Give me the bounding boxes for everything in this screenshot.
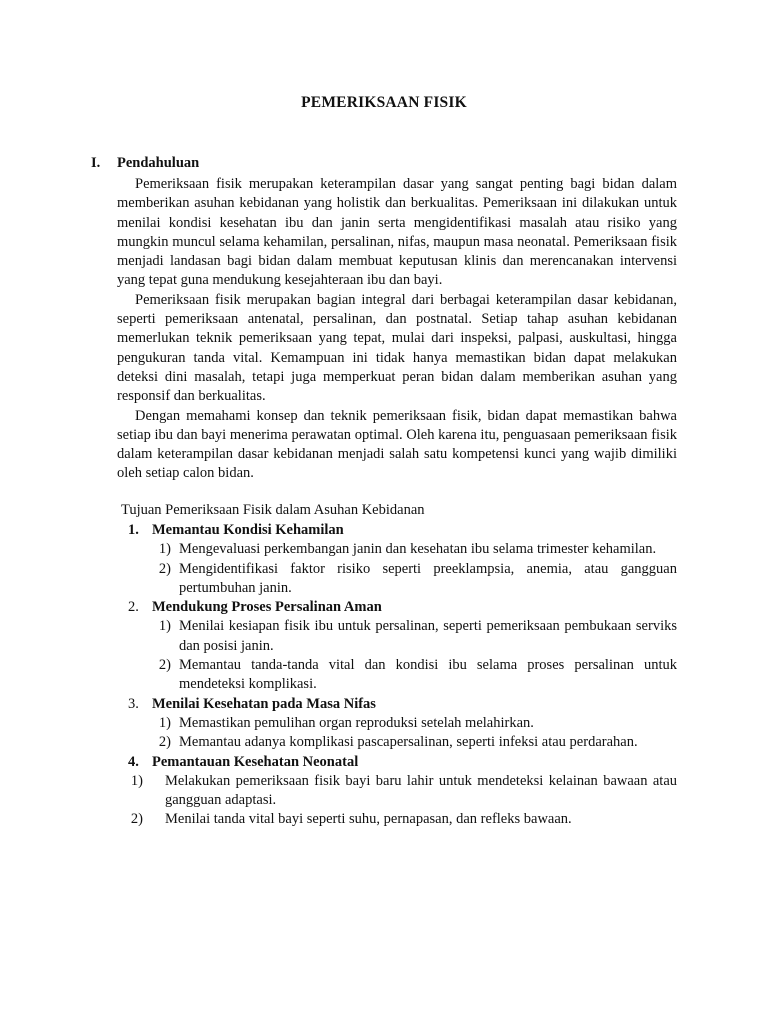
subitem-text: Menilai tanda vital bayi seperti suhu, pernapasan, dan refleks bawaan. <box>165 811 572 828</box>
subitem-text: Menilai kesiapan fisik ibu untuk persalinan, seperti pemeriksaan pembukaan serviks dan posisi janin. <box>179 618 677 654</box>
subitem-text: Melakukan pemeriksaan fisik bayi baru lahir untuk mendeteksi kelainan bawaan atau gangguan adaptasi. <box>165 772 677 809</box>
aim-number-wrap <box>117 753 152 772</box>
aims-heading: Tujuan Pemeriksaan Fisik dalam Asuhan Kebidanan <box>121 502 425 518</box>
subitem-text: Memastikan pemulihan organ reproduksi setelah melahirkan. <box>179 714 534 731</box>
aim-number: 4. <box>128 753 139 770</box>
section-heading: Pendahuluan <box>117 155 200 171</box>
intro-paragraph: Pemeriksaan fisik merupakan keterampilan dasar yang sangat penting bagi bidan dalam memberikan asuhan kebidanan yang holistik dan berkualitas. Pemeriksaan ini dilakukan untuk menilai kondisi kesehatan ibu dan janin serta mengidentifikasi masalah atau risiko yang mungkin muncul selama kehamilan, persalinan, nifas, maupun masa neonatal. Pemeriksaan fisik menjadi landasan bagi bidan dalam membuat keputusan klinis dan merencanakan intervensi yang tepat guna mendukung kesejahteraan ibu dan bayi. <box>117 176 677 289</box>
intro-paragraph: Dengan memahami konsep dan teknik pemeriksaan fisik, bidan dapat memastikan bahwa setiap ibu dan bayi menerima perawatan optimal. Oleh karena itu, penguasaan pemeriksaan fisik dalam keterampilan dasar kebidanan menjadi salah satu kompetensi kunci yang wajib dimiliki oleh setiap calon bidan. <box>117 407 677 482</box>
intro-paragraph: Pemeriksaan fisik merupakan bagian integral dari berbagai keterampilan dasar kebidanan, seperti pemeriksaan antenatal, persalinan, dan postnatal. Setiap tahap asuhan kebidanan memerlukan teknik pemeriksaan yang tepat, mulai dari inspeksi, palpasi, auskultasi, hingga pengukuran tanda vital. Kemampuan ini tidak hanya memastikan bidan dapat melakukan deteksi dini masalah, tetapi juga memperkuat peran bidan dalam memberikan asuhan yang responsif dan berkualitas. <box>117 291 677 405</box>
section-number: I. <box>91 155 101 171</box>
aim-subitem <box>117 617 677 656</box>
aim-subitem <box>117 714 677 733</box>
aim-number: 1. <box>128 522 139 538</box>
aim-item <box>117 598 677 694</box>
aim-item <box>117 695 677 753</box>
aim-number-wrap <box>117 695 152 714</box>
subitem-number: 2) <box>130 811 143 828</box>
aim-title: Memantau Kondisi Kehamilan <box>152 522 344 538</box>
aim-subitem <box>117 733 677 752</box>
aim-number-wrap <box>117 521 152 540</box>
aim-title: Menilai Kesehatan pada Masa Nifas <box>152 695 376 712</box>
aim-subitem <box>117 772 677 811</box>
subitem-number: 1) <box>158 541 171 558</box>
aim-number-wrap <box>117 598 152 617</box>
subitem-number: 1) <box>130 772 143 789</box>
subitem-number: 1) <box>158 714 171 731</box>
aim-title: Pemantauan Kesehatan Neonatal <box>152 753 359 770</box>
aims-list <box>117 521 677 830</box>
aim-subitem <box>117 560 677 599</box>
subitem-text: Mengevaluasi perkembangan janin dan kesehatan ibu selama trimester kehamilan. <box>179 541 657 558</box>
aim-item <box>117 521 677 598</box>
document-title: PEMERIKSAAN FISIK <box>301 94 467 111</box>
subitem-number: 2) <box>158 560 171 577</box>
introduction-body <box>117 175 677 484</box>
aim-title: Mendukung Proses Persalinan Aman <box>152 599 382 616</box>
aim-subitem <box>117 656 677 695</box>
aim-item <box>117 753 677 830</box>
aim-number: 3. <box>128 695 139 712</box>
subitem-text: Memantau adanya komplikasi pascapersalinan, seperti infeksi atau perdarahan. <box>179 734 638 751</box>
subitem-number: 2) <box>158 734 171 751</box>
subitem-text: Memantau tanda-tanda vital dan kondisi ibu selama proses persalinan untuk mendeteksi komplikasi. <box>179 657 677 693</box>
aim-subitem <box>117 540 677 559</box>
aim-number: 2. <box>128 599 139 616</box>
subitem-number: 1) <box>158 618 171 635</box>
subitem-number: 2) <box>158 657 171 674</box>
subitem-text: Mengidentifikasi faktor risiko seperti preeklampsia, anemia, atau gangguan pertumbuhan janin. <box>179 560 677 596</box>
aim-subitem <box>117 810 677 829</box>
